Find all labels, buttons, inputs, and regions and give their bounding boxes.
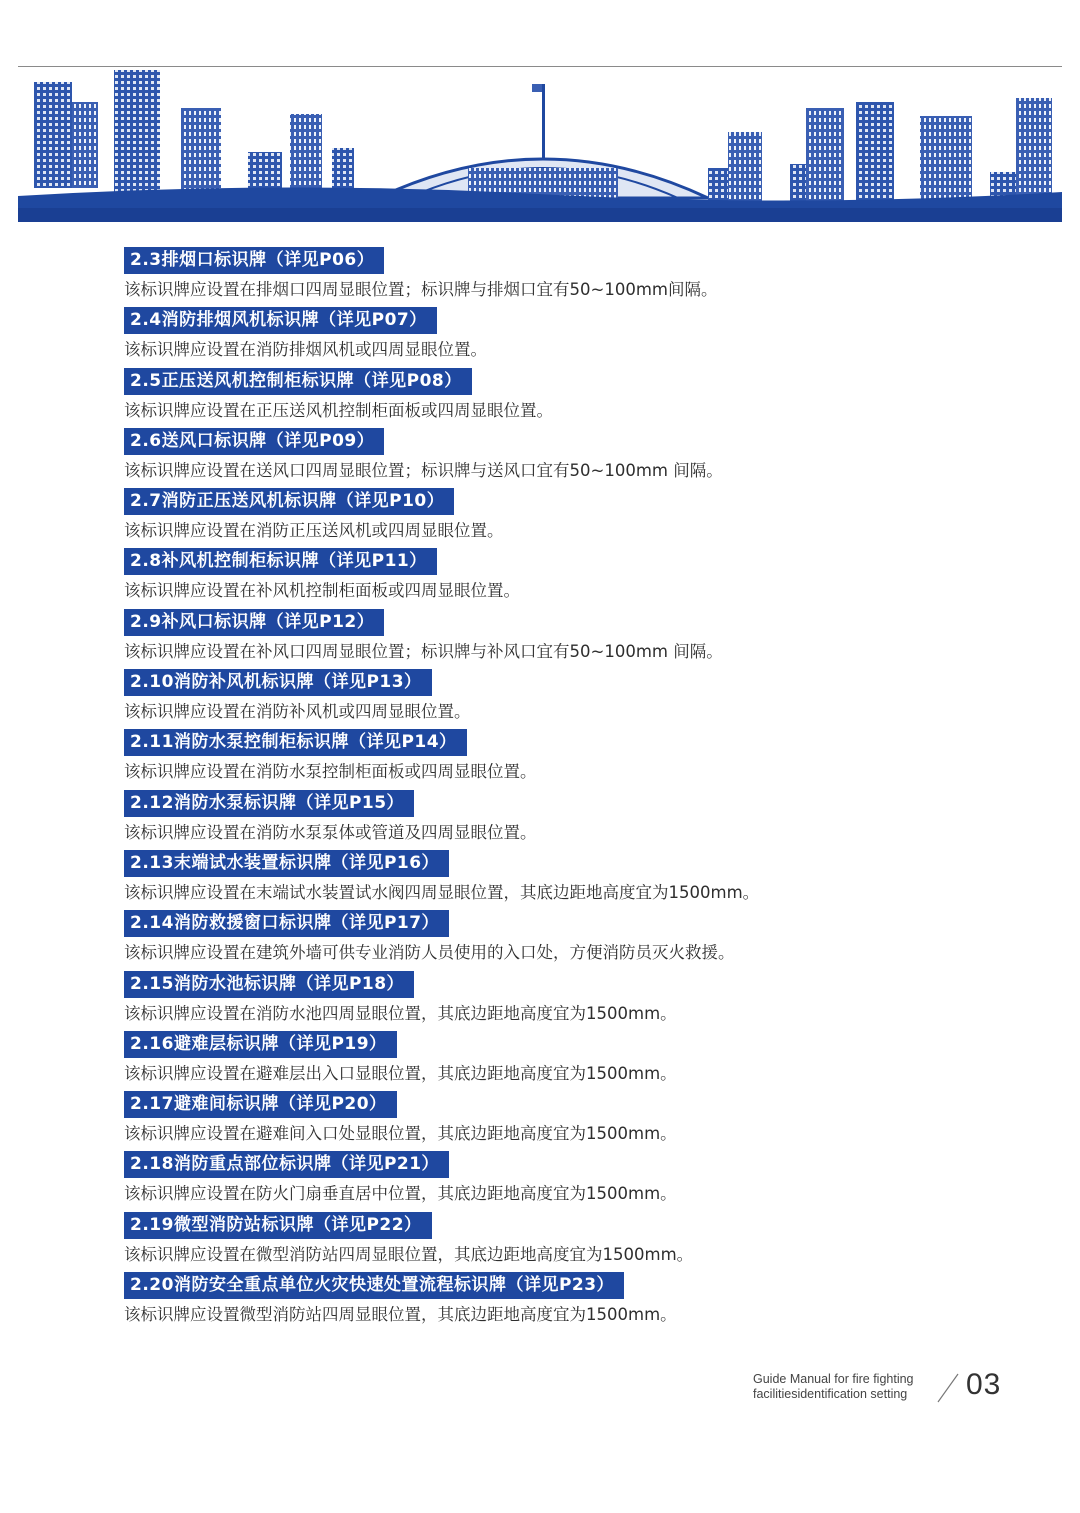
list-item: [124, 609, 1024, 669]
city-skyline-banner: [18, 68, 1062, 222]
section-heading: 2.9补风口标识牌（详见P12）: [124, 609, 384, 636]
list-item: [124, 1272, 1024, 1332]
section-heading: 2.5正压送风机控制柜标识牌（详见P08）: [124, 368, 472, 395]
list-item: [124, 971, 1024, 1031]
section-description: 该标识牌应设置在送风口四周显眼位置；标识牌与送风口宜有50~100mm 间隔。: [124, 460, 723, 480]
section-heading: 2.12消防水泵标识牌（详见P15）: [124, 790, 414, 817]
section-heading: 2.16避难层标识牌（详见P19）: [124, 1031, 397, 1058]
section-description: 该标识牌应设置在消防排烟风机或四周显眼位置。: [124, 340, 487, 360]
section-description: 该标识牌应设置在避难间入口处显眼位置，其底边距地高度宜为1500mm。: [124, 1124, 677, 1144]
list-item: [124, 910, 1024, 970]
section-heading: 2.6送风口标识牌（详见P09）: [124, 428, 384, 455]
list-item: [124, 669, 1024, 729]
section-description: 该标识牌应设置在排烟口四周显眼位置；标识牌与排烟口宜有50~100mm间隔。: [124, 280, 718, 299]
list-item: [124, 850, 1024, 910]
section-heading: 2.20消防安全重点单位火灾快速处置流程标识牌（详见P23）: [124, 1272, 624, 1299]
section-heading: 2.19微型消防站标识牌（详见P22）: [124, 1212, 432, 1239]
section-heading: 2.14消防救援窗口标识牌（详见P17）: [124, 910, 449, 937]
page-number: 03: [966, 1368, 1002, 1401]
section-description: 该标识牌应设置在消防正压送风机或四周显眼位置。: [124, 521, 504, 541]
section-heading: 2.3排烟口标识牌（详见P06）: [124, 247, 384, 274]
footer-divider-slash: [936, 1372, 960, 1404]
section-heading: 2.17避难间标识牌（详见P20）: [124, 1091, 397, 1118]
section-heading: 2.11消防水泵控制柜标识牌（详见P14）: [124, 729, 467, 756]
list-item: [124, 428, 1024, 488]
section-description: 该标识牌应设置在末端试水装置试水阀四周显眼位置，其底边距地高度宜为1500mm。: [124, 882, 760, 902]
section-heading: 2.7消防正压送风机标识牌（详见P10）: [124, 488, 454, 515]
footer-title-line2: facilitiesidentification setting: [753, 1387, 908, 1401]
section-heading: 2.10消防补风机标识牌（详见P13）: [124, 669, 432, 696]
section-heading: 2.13末端试水装置标识牌（详见P16）: [124, 850, 449, 877]
section-heading: 2.15消防水池标识牌（详见P18）: [124, 971, 414, 998]
section-description: 该标识牌应设置在消防水池四周显眼位置，其底边距地高度宜为1500mm。: [124, 1003, 677, 1023]
list-item: [124, 790, 1024, 850]
section-heading: 2.4消防排烟风机标识牌（详见P07）: [124, 307, 437, 334]
section-description: 该标识牌应设置在补风机控制柜面板或四周显眼位置。: [124, 581, 520, 601]
section-description: 该标识牌应设置微型消防站四周显眼位置，其底边距地高度宜为1500mm。: [124, 1305, 677, 1325]
content-list: [124, 247, 1024, 1332]
section-description: 该标识牌应设置在避难层出入口显眼位置，其底边距地高度宜为1500mm。: [124, 1063, 677, 1083]
list-item: [124, 488, 1024, 548]
section-description: 该标识牌应设置在防火门扇垂直居中位置，其底边距地高度宜为1500mm。: [124, 1184, 677, 1204]
list-item: [124, 1091, 1024, 1151]
footer-title-line1: Guide Manual for fire fighting: [753, 1372, 914, 1386]
section-description: 该标识牌应设置在微型消防站四周显眼位置，其底边距地高度宜为1500mm。: [124, 1244, 694, 1264]
list-item: [124, 548, 1024, 608]
list-item: [124, 1031, 1024, 1091]
section-description: 该标识牌应设置在建筑外墙可供专业消防人员使用的入口处，方便消防员灭火救援。: [124, 943, 735, 963]
list-item: [124, 307, 1024, 367]
list-item: [124, 1212, 1024, 1272]
section-description: 该标识牌应设置在补风口四周显眼位置；标识牌与补风口宜有50~100mm 间隔。: [124, 641, 723, 661]
section-heading: 2.18消防重点部位标识牌（详见P21）: [124, 1151, 449, 1178]
section-description: 该标识牌应设置在消防补风机或四周显眼位置。: [124, 702, 471, 722]
top-rule: [18, 66, 1062, 67]
section-description: 该标识牌应设置在消防水泵控制柜面板或四周显眼位置。: [124, 762, 537, 782]
section-heading: 2.8补风机控制柜标识牌（详见P11）: [124, 548, 437, 575]
list-item: [124, 729, 1024, 789]
section-description: 该标识牌应设置在消防水泵泵体或管道及四周显眼位置。: [124, 822, 537, 842]
section-description: 该标识牌应设置在正压送风机控制柜面板或四周显眼位置。: [124, 400, 553, 420]
list-item: [124, 247, 1024, 307]
list-item: [124, 1151, 1024, 1211]
list-item: [124, 368, 1024, 428]
footer-title: [753, 1372, 914, 1402]
